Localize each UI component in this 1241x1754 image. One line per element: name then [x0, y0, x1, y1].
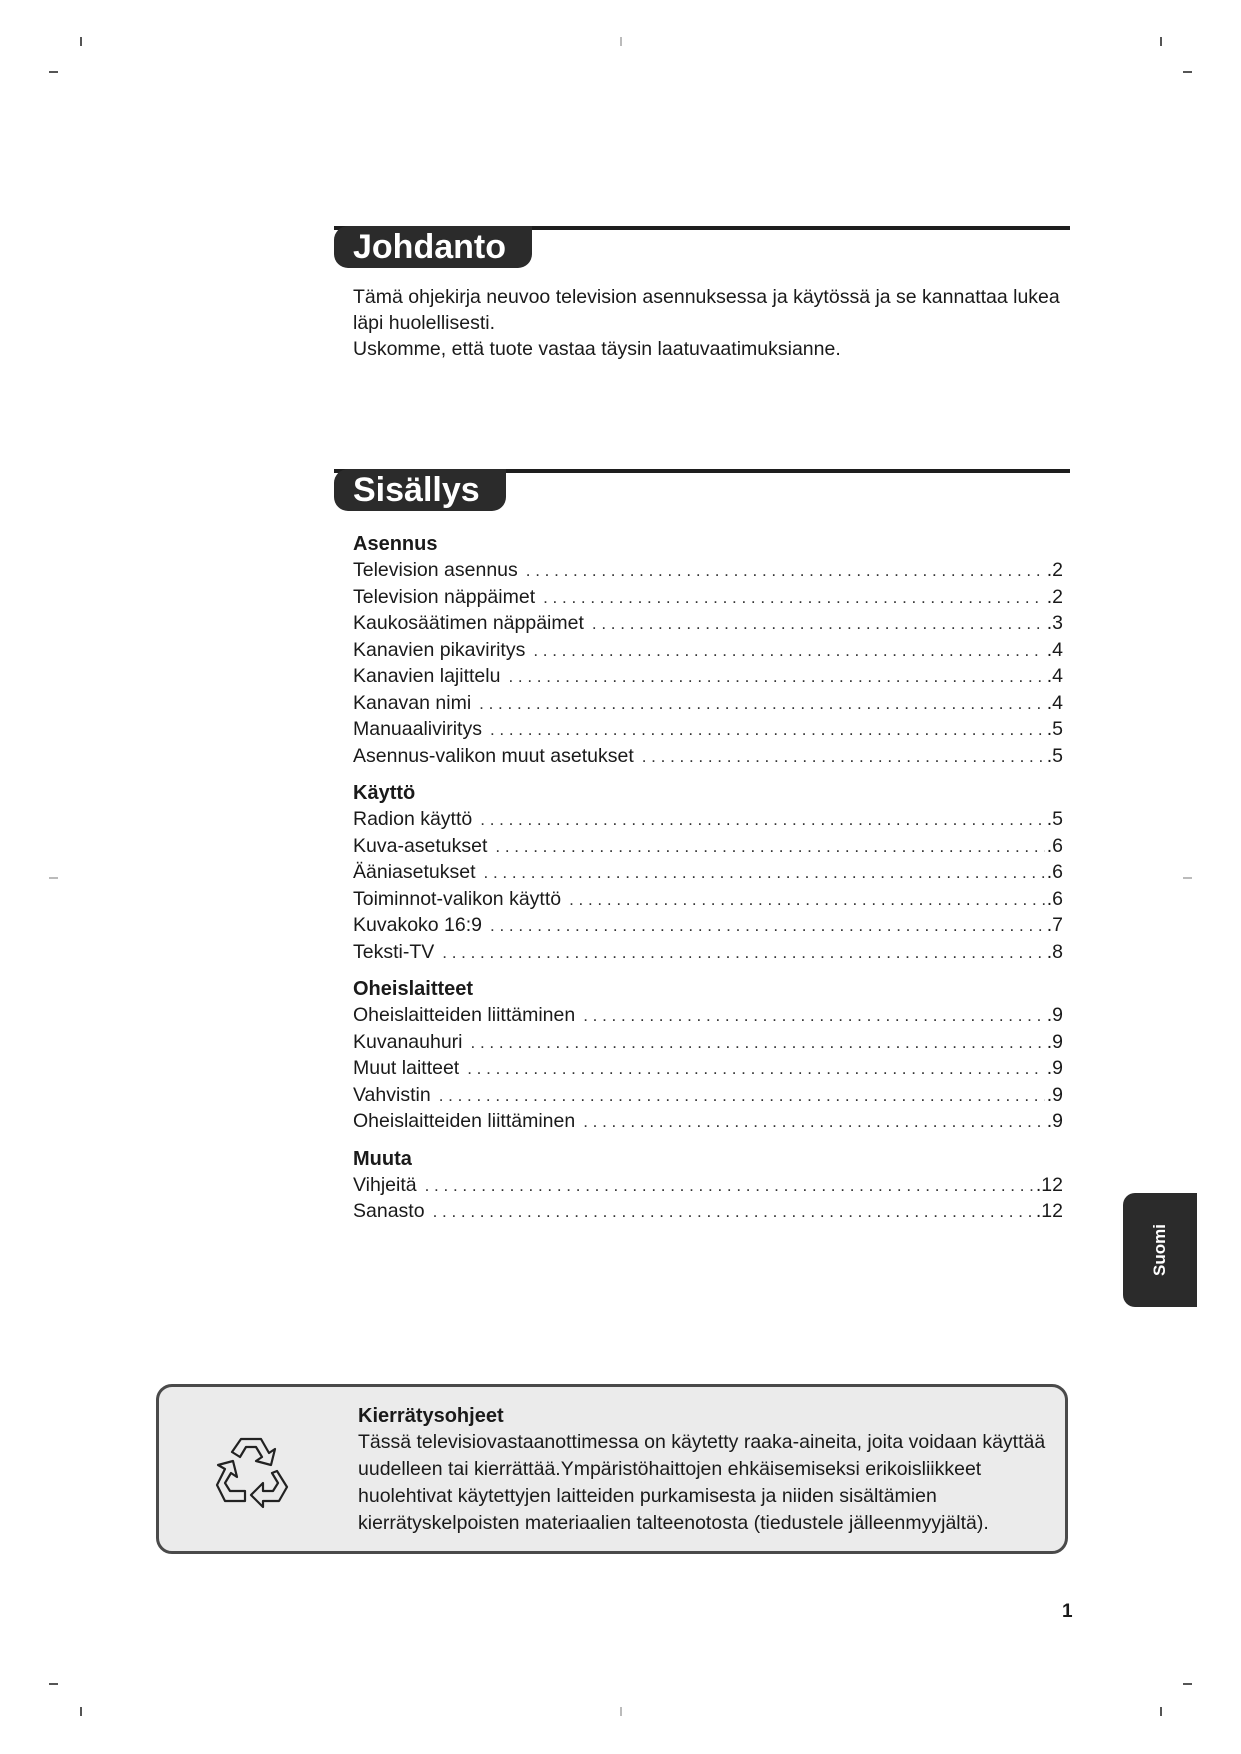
- toc-entry: [353, 939, 1063, 966]
- toc-entry-page: .9: [1046, 1110, 1063, 1132]
- toc-group-gap: [353, 965, 1063, 977]
- toc-entry-label: Vahvistin: [353, 1083, 431, 1106]
- toc-entry-page: .6: [1046, 887, 1063, 910]
- toc-dot-leader: [479, 691, 1045, 718]
- toc-entry-label: Vihjeitä: [353, 1173, 417, 1196]
- toc-dot-leader: [508, 664, 1044, 691]
- toc-entry-page: .9: [1046, 1057, 1063, 1079]
- crop-mark: [80, 1707, 82, 1716]
- toc-entry-page: .8: [1046, 940, 1063, 963]
- toc-entry: [353, 557, 1063, 584]
- toc-entry-label: Radion käyttö: [353, 808, 473, 830]
- toc-entry: [353, 1055, 1063, 1082]
- recycling-line: huolehtivat käytettyjen laitteiden purkamisesta ja niiden sisältämien: [358, 1485, 937, 1507]
- toc-entry: [353, 1029, 1063, 1056]
- recycling-line: uudelleen tai kierrättää.Ympäristöhaittojen ehkäisemiseksi erikoisliikkeet: [358, 1458, 982, 1480]
- toc-dot-leader: [526, 558, 1045, 585]
- crop-mark: [1160, 37, 1162, 46]
- toc-entry: [353, 663, 1063, 690]
- crop-mark: [1183, 1683, 1192, 1685]
- toc-entry-page: .4: [1046, 665, 1063, 687]
- toc-entry-label: Toiminnot-valikon käyttö: [353, 887, 562, 910]
- toc-dot-leader: [642, 744, 1045, 771]
- toc-entry-label: Kuvakoko 16:9: [353, 914, 483, 936]
- toc-dot-leader: [439, 1083, 1045, 1110]
- toc-entry-page: .3: [1046, 612, 1063, 634]
- intro-line: Tämä ohjekirja neuvoo television asennuksessa ja käytössä ja se kannattaa lukea: [353, 286, 1060, 308]
- toc-group-title: Oheislaitteet: [353, 978, 474, 1000]
- crop-mark: [49, 877, 58, 879]
- recycling-notice: [156, 1384, 1068, 1554]
- toc-entry: [353, 690, 1063, 717]
- toc-entry-page: .9: [1046, 1030, 1063, 1053]
- crop-mark: [1183, 71, 1192, 73]
- toc-entry-label: Television näppäimet: [353, 585, 536, 608]
- crop-mark: [1160, 1707, 1162, 1716]
- toc-entry-page: .2: [1046, 585, 1063, 608]
- toc-entry-label: Sanasto: [353, 1200, 425, 1222]
- contents-section-header: [334, 469, 1070, 513]
- toc-entry: [353, 743, 1063, 770]
- toc-entry-page: .5: [1046, 718, 1063, 740]
- toc-entry-label: Asennus-valikon muut asetukset: [353, 744, 634, 767]
- toc-entry: [353, 1082, 1063, 1109]
- toc-entry-page: .5: [1046, 744, 1063, 767]
- toc-entry-page: .6: [1046, 861, 1063, 883]
- toc-group-gap: [353, 769, 1063, 781]
- toc-entry-label: Kanavien lajittelu: [353, 665, 501, 687]
- recycling-text: [358, 1403, 1048, 1537]
- crop-mark: [49, 71, 58, 73]
- toc-entry-label: Muut laitteet: [353, 1057, 460, 1079]
- toc-group-title: Muuta: [353, 1147, 412, 1170]
- toc-entry: [353, 1198, 1063, 1225]
- toc-dot-leader: [425, 1173, 1034, 1200]
- toc-dot-leader: [583, 1003, 1045, 1030]
- recycle-icon: [211, 1435, 291, 1513]
- toc-entry: [353, 1172, 1063, 1199]
- intro-section-header: [334, 226, 1070, 270]
- intro-heading: Johdanto: [334, 226, 532, 268]
- toc-entry: [353, 610, 1063, 637]
- toc-entry: [353, 637, 1063, 664]
- toc-dot-leader: [433, 1199, 1034, 1226]
- toc-entry-label: Kanavien pikaviritys: [353, 638, 526, 661]
- toc-entry-page: .6: [1046, 834, 1063, 857]
- toc-dot-leader: [484, 860, 1045, 887]
- toc-entry: [353, 1002, 1063, 1029]
- toc-dot-leader: [495, 834, 1044, 861]
- toc-entry: [353, 912, 1063, 939]
- intro-text: [353, 284, 1073, 362]
- toc-dot-leader: [583, 1109, 1045, 1136]
- toc-entry-page: .7: [1046, 914, 1063, 936]
- language-tab-label: Suomi: [1150, 1224, 1169, 1276]
- toc-entry-label: Kanavan nimi: [353, 691, 472, 714]
- toc-dot-leader: [480, 807, 1044, 834]
- toc-entry-label: Kuva-asetukset: [353, 834, 488, 857]
- toc-entry-label: Oheislaitteiden liittäminen: [353, 1110, 576, 1132]
- toc-dot-leader: [471, 1030, 1045, 1057]
- page-number: 1: [1062, 1601, 1073, 1622]
- toc-entry-label: Teksti-TV: [353, 940, 435, 963]
- recycling-line: Tässä televisiovastaanottimessa on käytetty raaka-aineita, joita voidaan käyttää: [358, 1431, 1046, 1453]
- toc-entry-page: .9: [1046, 1083, 1063, 1106]
- toc-entry-page: .12: [1035, 1200, 1063, 1222]
- toc-group-title: Käyttö: [353, 782, 416, 804]
- toc-dot-leader: [490, 717, 1045, 744]
- language-tab: [1123, 1193, 1197, 1307]
- toc-entry-page: .12: [1035, 1173, 1063, 1196]
- toc-entry: [353, 833, 1063, 860]
- recycling-title: Kierrätysohjeet: [358, 1405, 504, 1427]
- toc-group-title: Asennus: [353, 533, 438, 555]
- toc-dot-leader: [533, 638, 1044, 665]
- toc-entry: [353, 584, 1063, 611]
- toc-entry-page: .4: [1046, 638, 1063, 661]
- toc-entry: [353, 886, 1063, 913]
- toc-entry-label: Television asennus: [353, 559, 518, 581]
- toc-entry-label: Kaukosäätimen näppäimet: [353, 612, 584, 634]
- toc-entry-label: Ääniasetukset: [353, 861, 476, 883]
- toc-group-gap: [353, 1135, 1063, 1147]
- intro-line: läpi huolellisesti.: [353, 312, 495, 334]
- toc-entry: [353, 859, 1063, 886]
- crop-mark: [620, 1707, 622, 1716]
- toc-dot-leader: [467, 1056, 1045, 1083]
- toc-dot-leader: [543, 585, 1045, 612]
- crop-mark: [80, 37, 82, 46]
- contents-heading: Sisällys: [334, 469, 506, 511]
- crop-mark: [49, 1683, 58, 1685]
- toc-dot-leader: [592, 611, 1045, 638]
- table-of-contents: [353, 532, 1063, 1225]
- toc-dot-leader: [569, 887, 1045, 914]
- toc-entry-label: Kuvanauhuri: [353, 1030, 463, 1053]
- toc-entry-page: .9: [1046, 1004, 1063, 1026]
- toc-entry: [353, 806, 1063, 833]
- recycling-line: kierrätyskelpoisten materiaalien talteenotosta (tiedustele jälleenmyyjältä).: [358, 1512, 989, 1534]
- toc-entry: [353, 716, 1063, 743]
- toc-entry-label: Oheislaitteiden liittäminen: [353, 1004, 576, 1026]
- intro-line: Uskomme, että tuote vastaa täysin laatuvaatimuksianne.: [353, 338, 841, 360]
- toc-entry-label: Manuaaliviritys: [353, 718, 482, 740]
- crop-mark: [620, 37, 622, 46]
- crop-mark: [1183, 877, 1192, 879]
- toc-entry-page: .4: [1046, 691, 1063, 714]
- toc-entry: [353, 1108, 1063, 1135]
- toc-entry-page: .5: [1046, 808, 1063, 830]
- toc-dot-leader: [490, 913, 1045, 940]
- toc-entry-page: .2: [1046, 559, 1063, 581]
- toc-dot-leader: [442, 940, 1044, 967]
